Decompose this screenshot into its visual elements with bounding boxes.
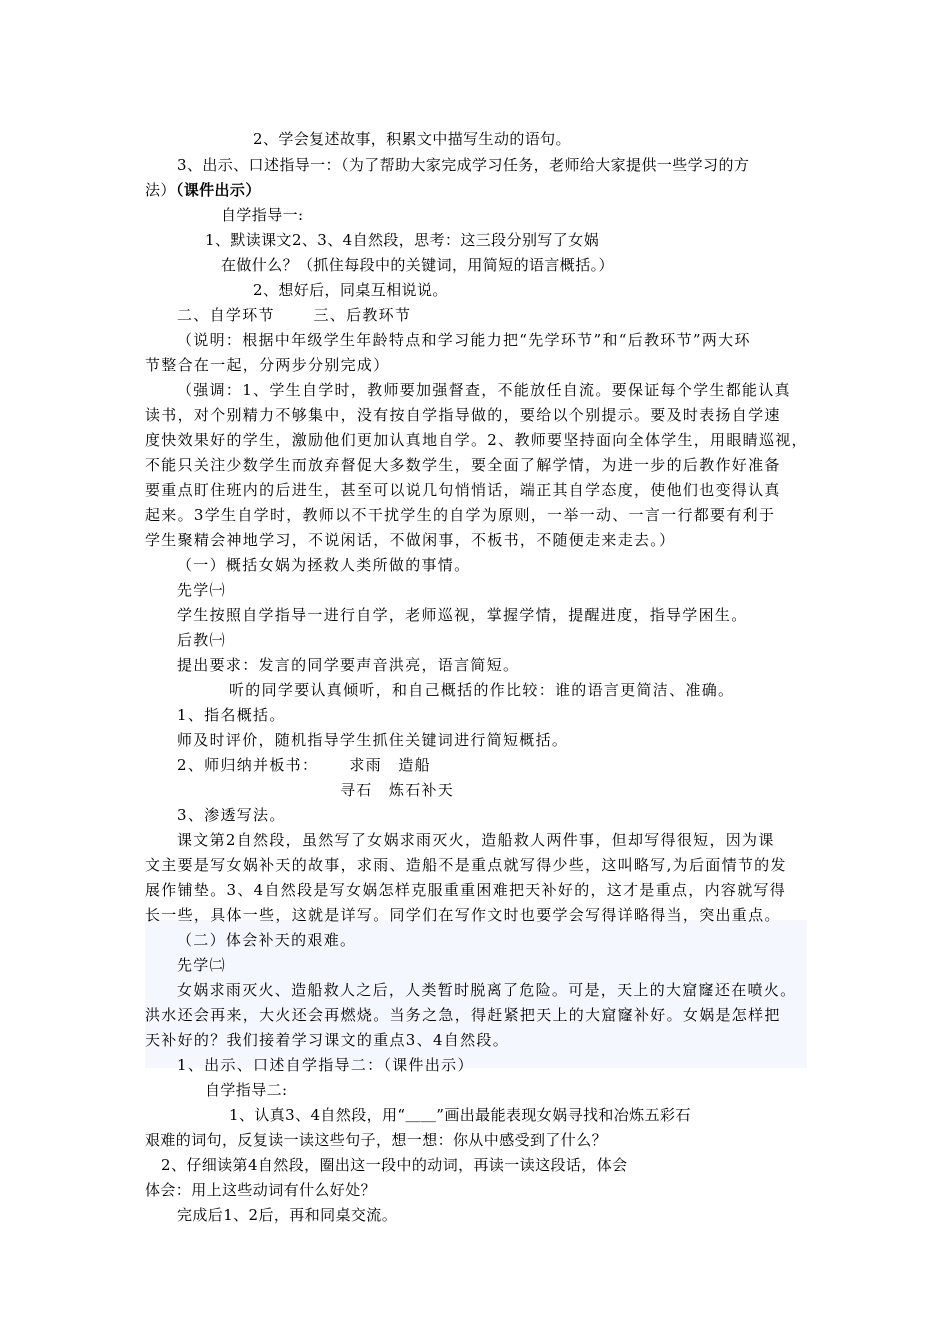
text-line: 学生按照自学指导一进行自学，老师巡视，掌握学情，提醒进度，指导学困生。 (177, 606, 748, 624)
text-line: 读书，对个别精力不够集中，没有按自学指导做的，要给以个别提示。要及时表扬自学速 (145, 406, 781, 424)
text-line: 体会：用上这些动词有什么好处？ (145, 1181, 377, 1199)
text-line: 2、想好后，同桌互相说说。 (253, 281, 448, 299)
text-line: 完成后1、2后，再和同桌交流。 (177, 1206, 398, 1224)
text-line: 3、渗透写法。 (177, 806, 286, 824)
text-line: 女娲求雨灭火、造船救人之后，人类暂时脱离了危险。可是，天上的大窟窿还在喷火。 (177, 981, 797, 999)
text-line: 听的同学要认真倾听，和自己概括的作比较：谁的语言更简洁、准确。 (229, 681, 735, 699)
text-line: 1、指名概括。 (177, 706, 286, 724)
text-line: 学生聚精会神地学习，不说闲话，不做闲事，不板书，不随便走来走去。） (145, 531, 676, 549)
text-line: 1、默读课文2、3、4自然段，思考：这三段分别写了女娲 (205, 231, 599, 249)
text-line: 课文第2自然段，虽然写了女娲求雨灭火，造船救人两件事，但却写得很短，因为课 (177, 831, 775, 849)
text-fragment: 法） (145, 181, 176, 199)
text-line (145, 180, 261, 200)
text-line: 提出要求：发言的同学要声音洪亮，语言简短。 (177, 656, 520, 674)
text-line: 先学㈠ (177, 581, 226, 599)
text-line: 1、出示、口述自学指导二：（课件出示） (177, 1056, 474, 1074)
text-line: 师及时评价，随机指导学生抓住关键词进行简短概括。 (177, 731, 569, 749)
text-line: 要重点盯住班内的后进生，甚至可以说几句悄悄话，端正其自学态度，使他们也变得认真 (145, 481, 781, 499)
section-heading: 二、自学环节 三、后教环节 (177, 306, 412, 324)
text-line: 3、出示、口述指导一：（为了帮助大家完成学习任务，老师给大家提供一些学习的方 (177, 156, 750, 174)
text-line: 文主要是写女娲补天的故事，求雨、造船不是重点就写得少些，这叫略写,为后面情节的发 (145, 856, 787, 874)
text-line: 洪水还会再来，大火还会再燃烧。当务之急，得赶紧把天上的大窟窿补好。女娲是怎样把 (145, 1006, 781, 1024)
text-line: 后教㈠ (177, 631, 226, 649)
text-line: 2、师归纳并板书： 求雨 造船 (177, 756, 431, 774)
text-line: 寻石 炼石补天 (340, 781, 455, 799)
section-heading: （二）体会补天的艰难。 (177, 931, 357, 949)
bold-note: （课件出示） (175, 181, 261, 199)
text-line: 2、学会复述故事，积累文中描写生动的语句。 (253, 130, 571, 148)
text-line: 不能只关注少数学生而放弃督促大多数学生，要全面了解学情，为进一步的后教作好准备 (145, 456, 781, 474)
text-line: 在做什么？（抓住每段中的关键词，用简短的语言概括。） (221, 256, 614, 274)
text-line: 1、认真3、4自然段，用“＿＿”画出最能表现女娲寻找和冶炼五彩石 (229, 1106, 691, 1124)
text-line: （强调：1、学生自学时，教师要加强督查，不能放任自流。要保证每个学生都能认真 (177, 381, 791, 399)
text-line: 先学㈡ (177, 956, 226, 974)
text-line: 天补好的？我们接着学习课文的重点3、4自然段。 (145, 1031, 509, 1049)
text-line: （说明：根据中年级学生年龄特点和学习能力把“先学环节”和“后教环节”两大环 (177, 331, 751, 349)
text-line: 展作铺垫。3、4自然段是写女娲怎样克服重重困难把天补好的，这才是重点，内容就写得 (145, 881, 787, 899)
text-line: 2、仔细读第4自然段，圈出这一段中的动词，再读一读这段话，体会 (161, 1156, 628, 1174)
text-line: 自学指导一: (221, 206, 304, 224)
text-line: 长一些，具体一些，这就是详写。同学们在写作文时也要学会写得详略得当，突出重点。 (145, 906, 781, 924)
text-line: 度快效果好的学生，激励他们更加认真地自学。2、教师要坚持面向全体学生，用眼睛巡视， (145, 431, 808, 449)
text-line: 艰难的词句，反复读一读这些句子，想一想：你从中感受到了什么？ (145, 1131, 608, 1149)
section-heading: （一）概括女娲为拯救人类所做的事情。 (177, 556, 471, 574)
text-line: 自学指导二: (205, 1081, 288, 1099)
text-line: 节整合在一起，分两步分别完成） (145, 356, 390, 374)
text-line: 起来。3学生自学时，教师以不干扰学生的自学为原则，一举一动、一言一行都要有利于 (145, 506, 776, 524)
